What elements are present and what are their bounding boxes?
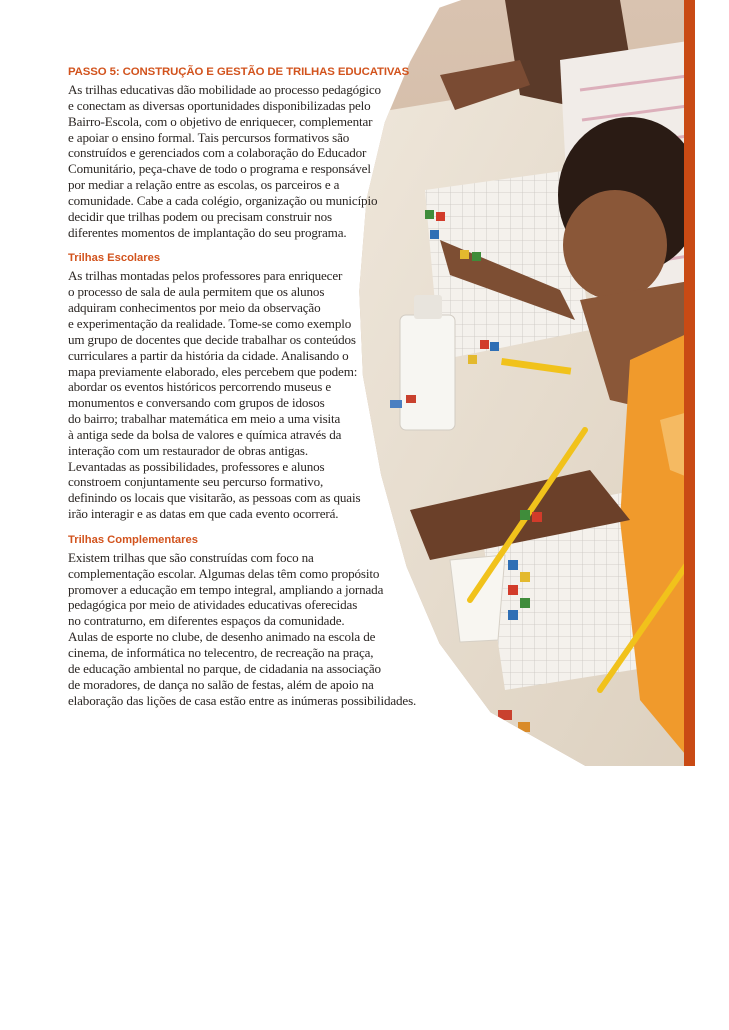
text-line: Comunitário, peça-chave de todo o programa e responsável: [68, 161, 371, 177]
text-line: interação com um restaurador de obras antigas.: [68, 442, 308, 458]
text-line: irão interagir e as datas em que cada evento ocorrerá.: [68, 506, 339, 522]
text-line: à antiga sede da bolsa de valores e química através da: [68, 426, 342, 442]
text-line: definindo os locais que visitarão, as pessoas com as quais: [68, 490, 361, 506]
text-line: um grupo de docentes que decide trabalhar os conteúdos: [68, 331, 356, 347]
section-heading: PASSO 5: CONSTRUÇÃO E GESTÃO DE TRILHAS EDUCATIVAS: [68, 66, 410, 78]
text-line: adquiram conhecimentos por meio da observação: [68, 300, 321, 316]
text-line: As trilhas educativas dão mobilidade ao processo pedagógico: [68, 82, 381, 97]
text-line: abordar os eventos históricos percorrendo museus e: [68, 379, 332, 395]
photo-edge-stripe: [684, 0, 695, 766]
intro-paragraph: [68, 82, 448, 240]
text-line: decidir que trilhas podem ou precisam construir nos: [68, 208, 332, 224]
complementares-paragraph: [68, 550, 448, 708]
text-line: de moradores, de dança no salão de festas, além de apoio na: [68, 676, 374, 692]
text-line: complementação escolar. Algumas delas têm como propósito: [68, 565, 380, 581]
text-line: de educação ambiental no parque, de cidadania na associação: [68, 660, 381, 676]
text-line: curriculares a partir da história da cidade. Analisando o: [68, 347, 349, 363]
text-line: mapa previamente elaborado, eles percebem que podem:: [68, 363, 358, 379]
text-line: por mediar a relação entre as escolas, os parceiros e a: [68, 177, 340, 193]
text-line: cinema, de informática no telecentro, de recreação na praça,: [68, 645, 374, 660]
subheading-trilhas-escolares: Trilhas Escolares: [68, 252, 161, 265]
text-line: elaboração das lições de casa estão entre as inúmeras possibilidades.: [68, 692, 417, 708]
text-line: monumentos e conversando com grupos de idosos: [68, 395, 325, 411]
text-line: constroem conjuntamente seu percurso formativo,: [68, 474, 324, 490]
text-line: construídos e gerenciados com a colaboração do Educador: [68, 145, 367, 161]
subheading-trilhas-complementares: Trilhas Complementares: [68, 533, 198, 546]
text-line: Bairro-Escola, com o objetivo de enriquecer, complementar: [68, 113, 373, 129]
text-line: comunidade. Cabe a cada colégio, organização ou município: [68, 192, 378, 208]
text-line: e experimentação da realidade. Tome-se como exemplo: [68, 315, 352, 331]
text-line: promover a educação em tempo integral, ampliando a jornada: [68, 581, 384, 597]
text-line: e apoiar o ensino formal. Tais percursos formativos são: [68, 129, 350, 145]
text-line: pedagógica por meio de atividades educativas oferecidas: [68, 597, 358, 613]
text-line: no contraturno, em diferentes espaços da comunidade.: [68, 613, 345, 629]
text-line: o processo de sala de aula permitem que os alunos: [68, 284, 325, 300]
text-line: Existem trilhas que são construídas com foco na: [68, 549, 314, 565]
text-line: e conectam as diversas oportunidades disponibilizadas pelo: [68, 97, 371, 113]
text-line: Aulas de esporte no clube, de desenho animado na escola de: [68, 629, 376, 645]
text-line: do bairro; trabalhar matemática em meio a uma visita: [68, 411, 341, 427]
text-line: diferentes momentos de implantação do seu programa.: [68, 224, 347, 240]
escolares-paragraph: [68, 268, 448, 522]
text-line: As trilhas montadas pelos professores para enriquecer: [68, 268, 343, 284]
text-line: Levantadas as possibilidades, professores e alunos: [68, 458, 325, 474]
article-text: [68, 66, 448, 708]
